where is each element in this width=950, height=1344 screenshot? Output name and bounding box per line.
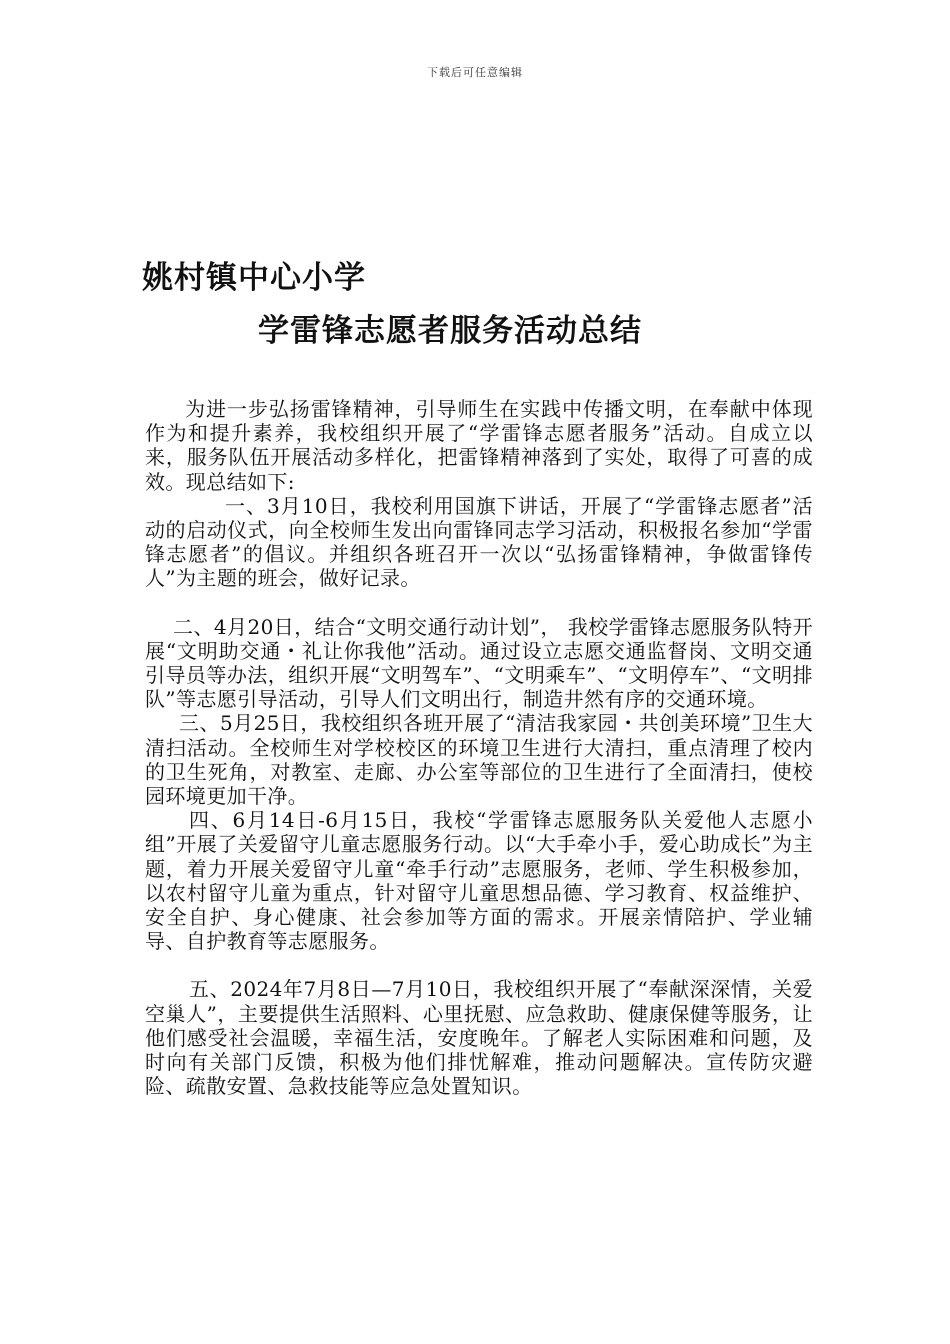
document-title: 学雷锋志愿者服务活动总结 <box>258 313 642 349</box>
paragraph-3: 三、5月25日，我校组织各班开展了“清洁我家园・共创美环境”卫生大清扫活动。全校师生对学校校区的环境卫生进行大清扫，重点清理了校内的卫生死角，对教室、走廊、办公室等部位的卫生进行了全面清扫，使校园环境更加干净。 <box>145 711 813 809</box>
paragraph-5: 五、2024年7月8日—7月10日，我校组织开展了“奉献深深情，关爱空巢人”，主要提供生活照料、心里抚慰、应急救助、健康保健等服务，让他们感受社会温暖，幸福生活，安度晚年。了解老人实际困难和问题，及时向有关部门反馈，积极为他们排忧解难，推动问题解决。宣传防灾避险、疏散安置、急救技能等应急处置知识。 <box>145 977 813 1099</box>
paragraph-2: 二、4月20日，结合“文明交通行动计划”， 我校学雷锋志愿服务队特开展“文明助交通・礼让你我他”活动。通过设立志愿交通监督岗、文明交通引导员等办法，组织开展“文明驾车”、“文明乘车”、“文明停车”、“文明排队”等志愿引导活动，引导人们文明出行，制造井然有序的交通环境。 <box>145 614 813 712</box>
paragraph-4: 四、6月14日-6月15日，我校“学雷锋志愿服务队关爱他人志愿小组”开展了关爱留守儿童志愿服务行动。以“大手牵小手，爱心助成长”为主题，着力开展关爱留守儿童“牵手行动”志愿服务，老师、学生积极参加，以农村留守儿童为重点，针对留守儿童思想品德、学习教育、权益维护、安全自护、身心健康、社会参加等方面的需求。开展亲情陪护、学业辅导、自护教育等志愿服务。 <box>145 808 813 954</box>
paragraph-spacer <box>145 591 813 615</box>
header-note: 下载后可任意编辑 <box>427 66 523 79</box>
paragraph-spacer <box>145 953 813 977</box>
intro-paragraph: 为进一步弘扬雷锋精神，引导师生在实践中传播文明，在奉献中体现作为和提升素养，我校组织开展了“学雷锋志愿者服务”活动。自成立以来，服务队伍开展活动多样化，把雷锋精神落到了实处，取得了可喜的成效。现总结如下: <box>145 397 813 494</box>
paragraph-1: 一、3月10日，我校利用国旗下讲话，开展了“学雷锋志愿者”活动的启动仪式，向全校师生发出向雷锋同志学习活动，积极报名参加“学雷锋志愿者”的倡议。并组织各班召开一次以“弘扬雷锋精神，争做雷锋传人”为主题的班会，做好记录。 <box>145 493 813 591</box>
document-body <box>145 397 813 1098</box>
school-title: 姚村镇中心小学 <box>142 260 366 296</box>
